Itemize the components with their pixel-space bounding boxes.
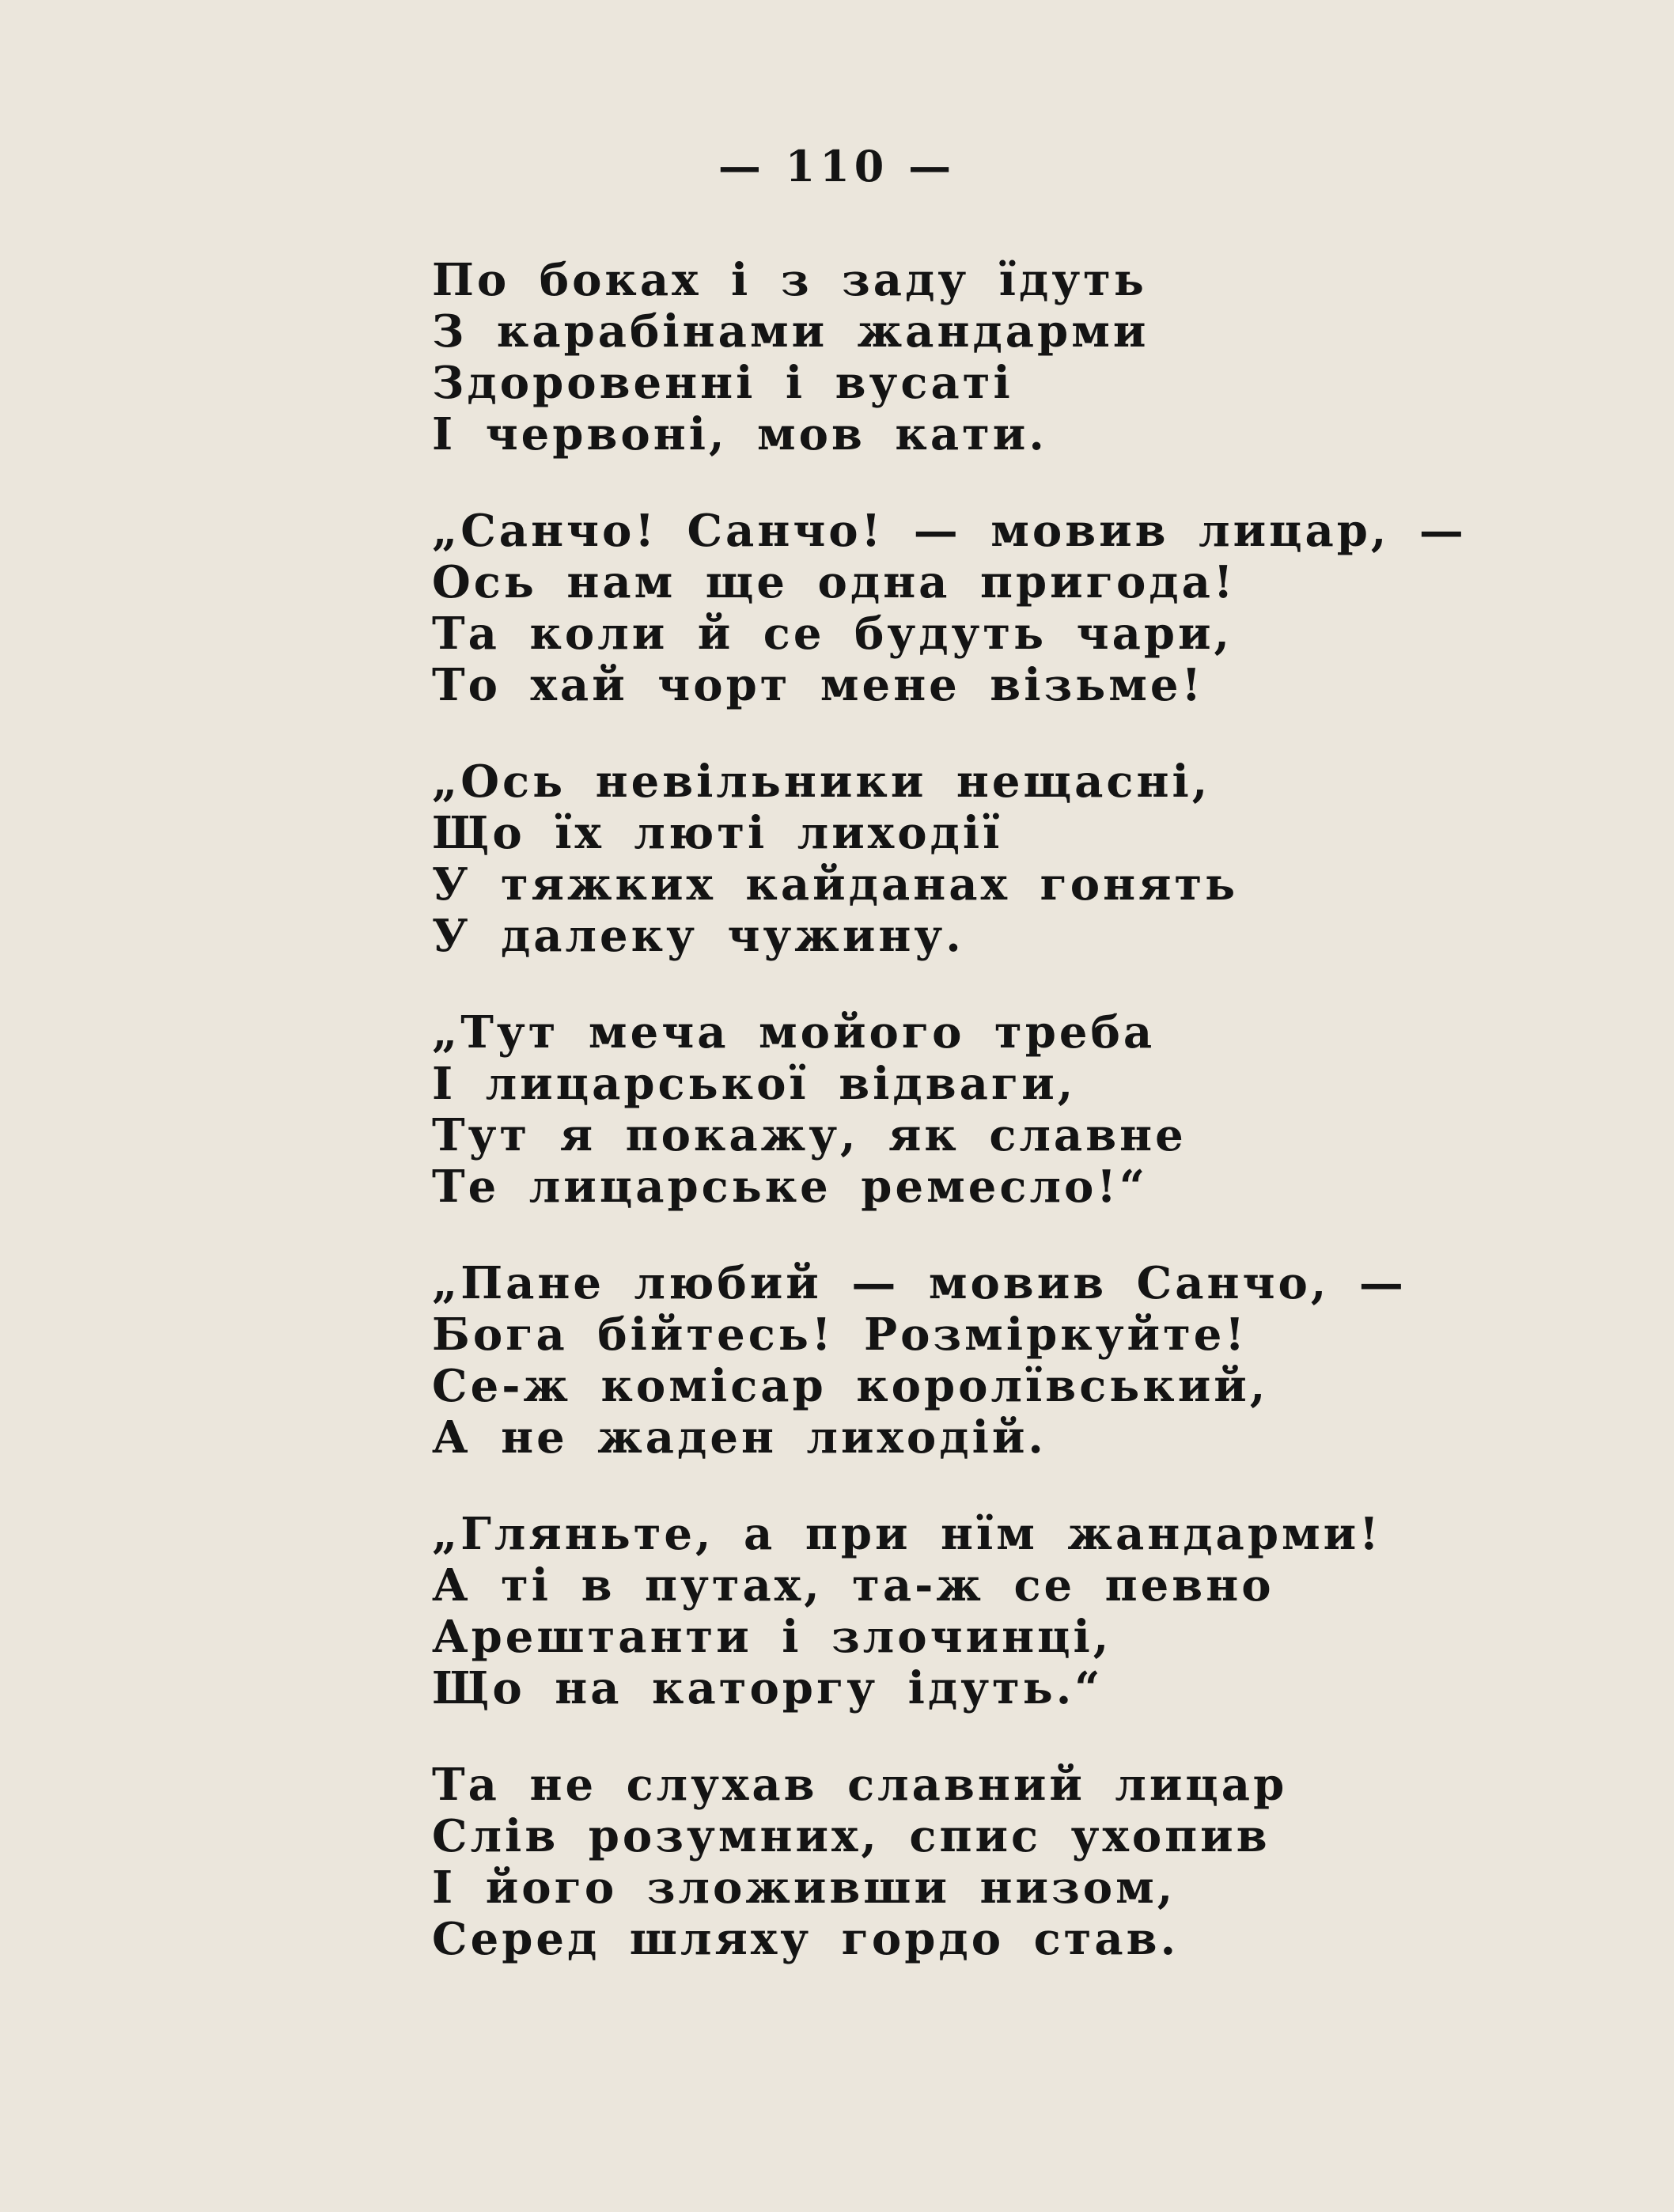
verse-line: Та коли й се будуть чари, [432,608,1233,660]
verse-line: У тяжких кайданах гонять [432,858,1239,911]
stanza [432,1509,1540,1714]
verse-line: А не жаден лиходій. [432,1411,1047,1464]
verse-line: Се-ж комісар королївський, [432,1360,1269,1412]
verse-line: У далеку чужину. [432,910,964,962]
verse-line: Що на каторгу ідуть.“ [432,1662,1104,1714]
verse-line: Ось нам ще одна пригода! [432,556,1237,608]
verse-line: Серед шляху гордо став. [432,1913,1180,1965]
verse-line: Арештанти і злочинці, [432,1611,1112,1663]
verse-line: І його зложивши низом, [432,1862,1176,1914]
verse-line: „Санчо! Санчо! — мовив лицар, — [432,505,1467,557]
verse-line: З карабінами жандарми [432,305,1149,358]
stanza [432,1007,1540,1213]
verse-line: І червоні, мов кати. [432,408,1047,460]
verse-line: „Ось невільники нещасні, [432,756,1211,808]
verse-line: Те лицарське ремесло!“ [432,1161,1149,1213]
verse-line: І лицарської відваги, [432,1058,1077,1110]
verse-line: Бога бійтесь! Розміркуйте! [432,1309,1248,1361]
verse-line: То хай чорт мене візьме! [432,659,1205,711]
verse-line: „Гляньте, а при нїм жандарми! [432,1508,1382,1560]
stanza [432,1258,1540,1464]
stanza [432,1759,1540,1965]
page-number: — 110 — [718,141,956,191]
stanza [432,756,1540,962]
verse-line: Здоровенні і вусаті [432,357,1013,409]
poem [432,255,1540,2010]
verse-line: Слів розумних, спис ухопив [432,1810,1271,1862]
verse-line: По боках і з заду їдуть [432,254,1147,306]
verse-line: А ті в путах, та-ж се певно [432,1559,1274,1612]
verse-line: Тут я покажу, як славне [432,1109,1187,1161]
verse-line: „Тут меча мойого треба [432,1006,1156,1059]
verse-line: Та не слухав славний лицар [432,1759,1288,1811]
stanza [432,255,1540,460]
verse-line: „Пане любий — мовив Санчо, — [432,1257,1407,1309]
stanza [432,506,1540,711]
verse-line: Що їх люті лиходії [432,807,1003,859]
